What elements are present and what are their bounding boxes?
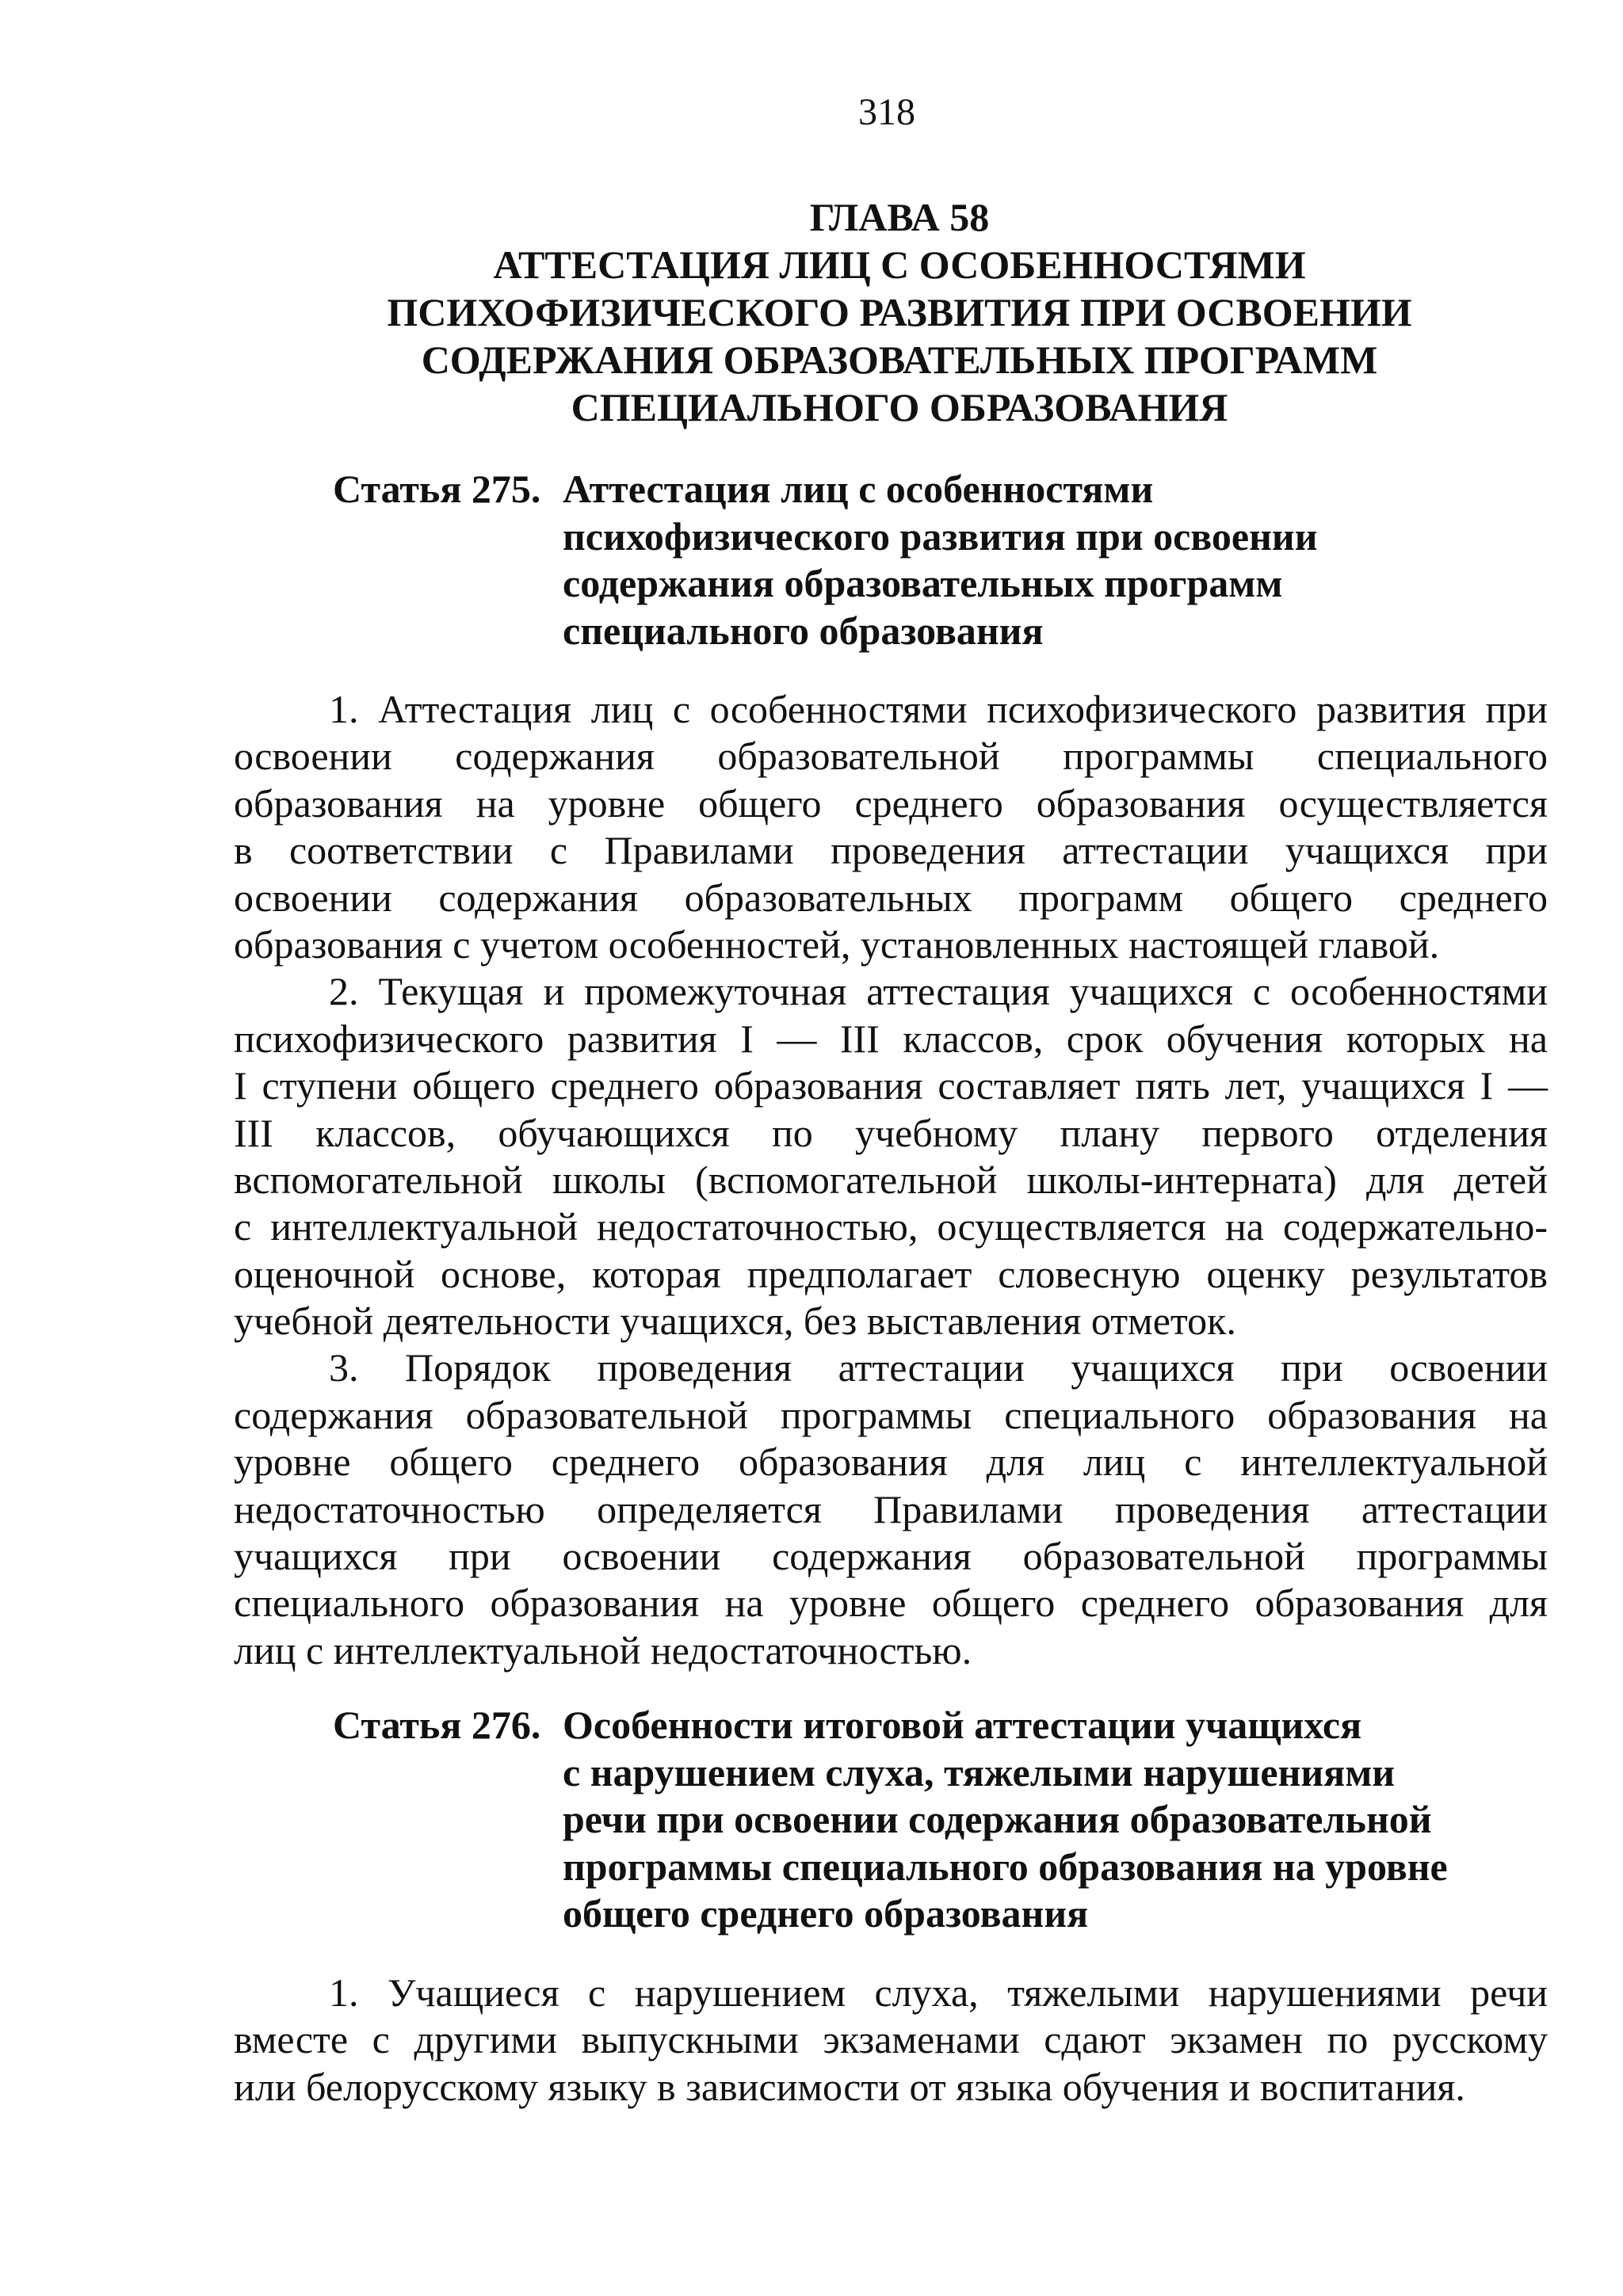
- article-number: Статья 275.: [333, 467, 541, 511]
- text-line: психофизического развития I — III классов, срок обучения которых на: [234, 1016, 1548, 1061]
- paragraph: [234, 686, 1548, 968]
- text-line: оценочной основе, которая предполагает словесную оценку результатов: [234, 1251, 1548, 1296]
- text-line: III классов, обучающихся по учебному плану первого отделения: [234, 1110, 1548, 1155]
- text-line: вспомогательной школы (вспомогательной школы-интерната) для детей: [234, 1157, 1548, 1202]
- article-title-line: с нарушением слуха, тяжелыми нарушениями: [563, 1749, 1396, 1794]
- text-line: уровне общего среднего образования для лиц с интеллектуальной: [234, 1440, 1548, 1485]
- chapter-title-line: АТТЕСТАЦИЯ ЛИЦ С ОСОБЕННОСТЯМИ: [493, 242, 1306, 287]
- article-title-line: Особенности итоговой аттестации учащихся: [563, 1703, 1362, 1747]
- text-line: лиц с интеллектуальной недостаточностью.: [234, 1627, 972, 1672]
- text-line: освоении содержания образовательных программ общего среднего: [234, 875, 1548, 920]
- paragraph: [234, 1344, 1548, 1674]
- text-line: образования на уровне общего среднего образования осуществляется: [234, 780, 1548, 826]
- article-title-line: психофизического развития при освоении: [563, 513, 1318, 559]
- text-line: 3. Порядок проведения аттестации учащихся при освоении: [329, 1345, 1548, 1390]
- text-line: образования с учетом особенностей, установленных настоящей главой.: [234, 921, 1440, 967]
- text-line: с интеллектуальной недостаточностью, осуществляется на содержательно-: [234, 1204, 1548, 1249]
- article-276-body: [234, 1970, 1548, 2111]
- chapter-title-line: СОДЕРЖАНИЯ ОБРАЗОВАТЕЛЬНЫХ ПРОГРАММ: [421, 338, 1378, 382]
- text-line: или белорусскому языку в зависимости от языка обучения и воспитания.: [234, 2064, 1465, 2109]
- article-title-line: Аттестация лиц с особенностями: [563, 467, 1154, 511]
- text-line: учебной деятельности учащихся, без выставления отметок.: [234, 1299, 1236, 1344]
- text-line: учащихся при освоении содержания образовательной программы: [234, 1534, 1548, 1579]
- article-number: Статья 276.: [333, 1703, 541, 1747]
- paragraph: [234, 968, 1548, 1344]
- article-title-line: программы специального образования на уровне: [563, 1844, 1448, 1889]
- article-title: [563, 1702, 1448, 1938]
- text-line: освоении содержания образовательной программы специального: [234, 734, 1548, 779]
- article-title-line: специального образования: [563, 608, 1044, 653]
- text-line: 2. Текущая и промежуточная аттестация учащихся с особенностями: [329, 969, 1548, 1014]
- text-line: 1. Аттестация лиц с особенностями психофизического развития при: [329, 687, 1548, 731]
- text-line: 1. Учащиеся с нарушением слуха, тяжелыми нарушениями речи: [329, 1970, 1548, 2015]
- page-number: 318: [858, 91, 915, 133]
- text-line: I ступени общего среднего образования составляет пять лет, учащихся I —: [234, 1063, 1548, 1108]
- text-line: вместе с другими выпускными экзаменами сдают экзамен по русскому: [234, 2017, 1548, 2062]
- text-line: содержания образовательной программы специального образования на: [234, 1392, 1548, 1437]
- text-line: специального образования на уровне общего среднего образования для: [234, 1581, 1548, 1626]
- article-275-body: [234, 686, 1548, 1674]
- paragraph: [234, 1970, 1548, 2111]
- chapter-title-line: ГЛАВА 58: [809, 195, 990, 239]
- article-title: [563, 466, 1318, 654]
- text-line: недостаточностью определяется Правилами проведения аттестации: [234, 1486, 1548, 1531]
- chapter-title-line: СПЕЦИАЛЬНОГО ОБРАЗОВАНИЯ: [571, 385, 1228, 429]
- text-line: в соответствии с Правилами проведения аттестации учащихся при: [234, 828, 1548, 873]
- article-title-line: содержания образовательных программ: [563, 561, 1283, 605]
- article-title-line: речи при освоении содержания образовательной: [563, 1797, 1432, 1841]
- chapter-heading: [341, 193, 1458, 431]
- chapter-title-line: ПСИХОФИЗИЧЕСКОГО РАЗВИТИЯ ПРИ ОСВОЕНИИ: [387, 290, 1412, 334]
- article-title-line: общего среднего образования: [563, 1891, 1089, 1936]
